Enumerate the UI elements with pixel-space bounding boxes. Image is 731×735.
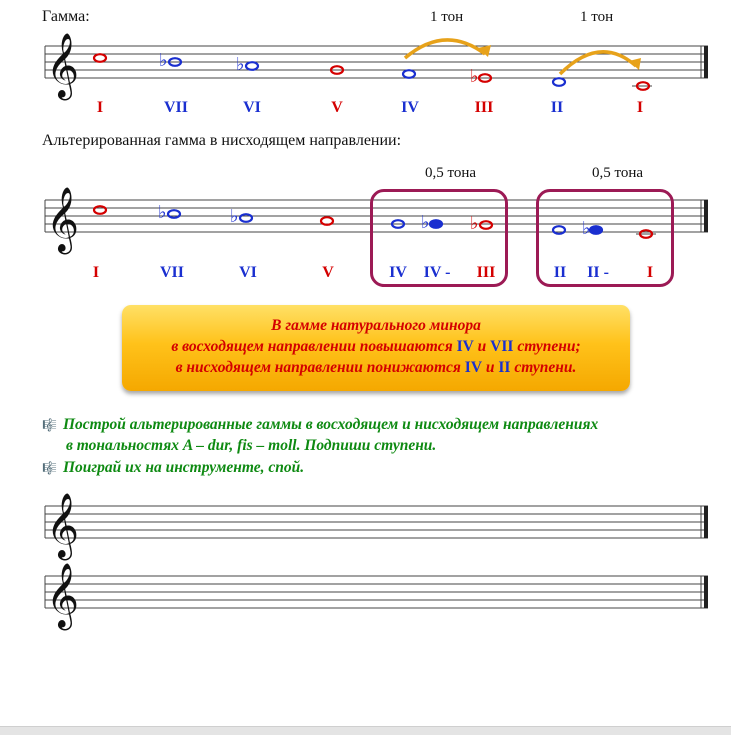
altered-scale-degree-label: III — [476, 264, 496, 281]
svg-text:♭: ♭ — [582, 218, 591, 239]
scale-degree-label: II — [550, 99, 564, 116]
rule-callout — [122, 305, 630, 391]
callout-line-3: в нисходящем направлении понижаются IV и II ступени. — [175, 359, 577, 376]
altered-scale-degree-label: VI — [239, 264, 257, 281]
svg-text:♭: ♭ — [470, 213, 479, 234]
scale-degree-label: VI — [243, 99, 261, 116]
callout-line-1: В гамме натурального минора — [271, 317, 481, 334]
svg-text:♭: ♭ — [159, 50, 168, 71]
treble-clef-icon: 𝄞 — [46, 187, 80, 252]
note-iii — [470, 66, 491, 87]
treble-clef-icon: 𝄞 — [46, 563, 80, 628]
notes-bullet-icon: 🎼 — [42, 418, 57, 432]
semitone-label-1: 0,5 тона — [425, 165, 477, 181]
altered-scale-degree-label: IV — [389, 264, 407, 281]
whole-tone-arrow-icon — [405, 40, 485, 58]
note-i — [94, 206, 106, 214]
notes-bullet-icon: 🎼 — [42, 461, 57, 475]
svg-text:♭: ♭ — [470, 66, 479, 87]
note-ii — [553, 78, 565, 86]
whole-tone-arrow-icon — [560, 52, 636, 74]
altered-scale-degree-label: II — [553, 264, 567, 281]
note-i — [94, 54, 106, 62]
svg-text:♭: ♭ — [421, 212, 430, 233]
note-iv — [403, 70, 415, 78]
scale-degree-label: I — [96, 99, 104, 116]
staff-natural-minor — [0, 28, 731, 98]
scale-degree-label: IV — [401, 99, 419, 116]
scale-degree-label: I — [636, 99, 644, 116]
scale-degree-label: VII — [163, 99, 189, 116]
task-2: 🎼 Поиграй их на инструменте, спой. — [42, 459, 305, 476]
altered-scale-degree-label: II - — [587, 264, 609, 281]
altered-scale-degree-label: V — [322, 264, 334, 281]
svg-text:♭: ♭ — [236, 54, 245, 75]
empty-staff-1 — [0, 493, 731, 558]
svg-text:♭: ♭ — [158, 202, 167, 223]
scale-degree-label: V — [331, 99, 343, 116]
empty-staff-2 — [0, 563, 731, 628]
scale-degree-label: III — [474, 99, 494, 116]
note-vii — [159, 50, 181, 71]
svg-text:♭: ♭ — [230, 206, 239, 227]
callout-line-2: в восходящем направлении повышаются IV и VII ступени; — [171, 338, 581, 355]
altered-scale-degree-label: VII — [159, 264, 185, 281]
altered-scale-title: Альтерированная гамма в нисходящем направлении: — [42, 132, 402, 149]
scale-title: Гамма: — [42, 8, 90, 25]
interval-label-2: 1 тон — [580, 9, 614, 25]
treble-clef-icon: 𝄞 — [46, 493, 80, 558]
interval-label-1: 1 тон — [430, 9, 464, 25]
altered-scale-degree-label: I — [646, 264, 654, 281]
semitone-label-2: 0,5 тона — [592, 165, 644, 181]
task-1-continued: в тональностях A – dur, fis – moll. Подпиши ступени. — [66, 437, 437, 454]
task-1: 🎼 Построй альтерированные гаммы в восходящем и нисходящем направлениях — [42, 416, 599, 433]
altered-scale-degree-label: IV - — [423, 264, 451, 281]
treble-clef-icon: 𝄞 — [46, 33, 80, 98]
note-vii — [158, 202, 180, 223]
altered-scale-degree-label: I — [92, 264, 100, 281]
note-i-low — [632, 82, 652, 90]
note-vi — [236, 54, 258, 75]
